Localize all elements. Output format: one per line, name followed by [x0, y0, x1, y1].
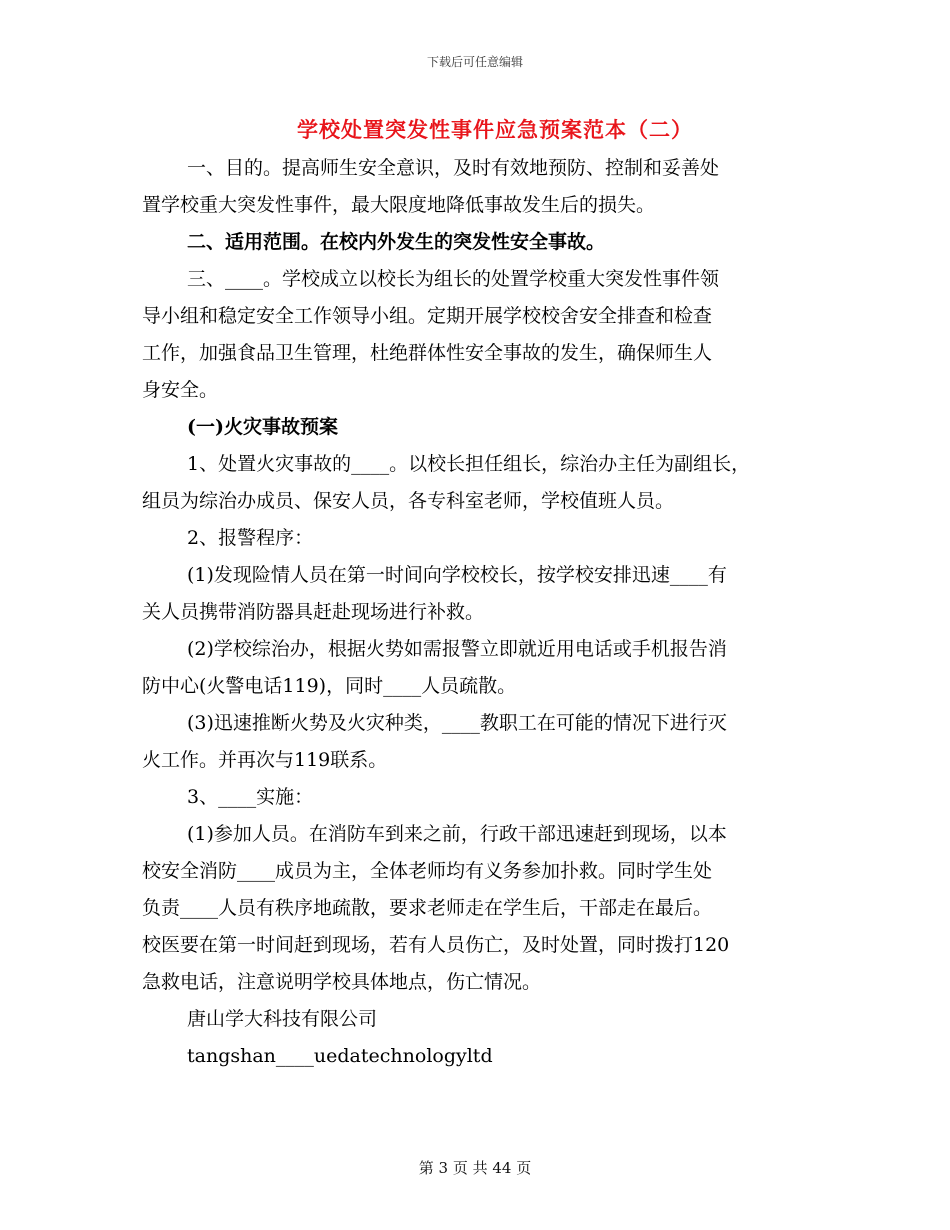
body-line: 防中心(火警电话119)，同时____人员疏散。 [142, 675, 517, 697]
body-line: 工作，加强食品卫生管理，杜绝群体性安全事故的发生，确保师生人 [142, 342, 713, 364]
section-heading: (一)火灾事故预案 [187, 416, 338, 438]
document-body [142, 150, 822, 1075]
body-line: 火工作。并再次与119联系。 [142, 749, 388, 771]
body-line: 三、____。学校成立以校长为组长的处置学校重大突发性事件领 [187, 268, 720, 290]
body-line: (3)迅速推断火势及火灾种类，____教职工在可能的情况下进行灭 [187, 712, 727, 734]
body-line: 关人员携带消防器具赶赴现场进行补救。 [142, 601, 485, 623]
body-line: 校医要在第一时间赶到现场，若有人员伤亡，及时处置，同时拨打120 [142, 934, 730, 956]
body-line: 二、适用范围。在校内外发生的突发性安全事故。 [187, 231, 606, 253]
page-number: 第 3 页 共 44 页 [418, 1159, 532, 1177]
body-line: 3、____实施： [187, 786, 314, 808]
company-name-en: tangshan____uedatechnologyltd [187, 1045, 493, 1067]
body-line: 导小组和稳定安全工作领导小组。定期开展学校校舍安全排查和检查 [142, 305, 713, 327]
document-title: 学校处置突发性事件应急预案范本（二） [297, 117, 693, 142]
body-line: 置学校重大突发性事件，最大限度地降低事故发生后的损失。 [142, 194, 656, 216]
body-line: (1)参加人员。在消防车到来之前，行政干部迅速赶到现场，以本 [187, 823, 727, 845]
body-line: 组员为综治办成员、保安人员，各专科室老师，学校值班人员。 [142, 490, 675, 512]
body-line: 负责____人员有秩序地疏散，要求老师走在学生后，干部走在最后。 [142, 897, 713, 919]
header-note: 下载后可任意编辑 [426, 55, 523, 69]
company-name: 唐山学大科技有限公司 [187, 1008, 378, 1030]
body-line: 校安全消防____成员为主，全体老师均有义务参加扑救。同时学生处 [142, 860, 713, 882]
body-line: 2、报警程序： [187, 527, 314, 549]
body-line: (2)学校综治办，根据火势如需报警立即就近用电话或手机报告消 [187, 638, 727, 660]
body-line: 急救电话，注意说明学校具体地点，伤亡情况。 [142, 971, 542, 993]
body-line: 身安全。 [142, 379, 219, 401]
body-line: (1)发现险情人员在第一时间向学校校长，按学校安排迅速____有 [187, 564, 727, 586]
body-line: 一、目的。提高师生安全意识，及时有效地预防、控制和妥善处 [187, 157, 720, 179]
body-line: 1、处置火灾事故的____。以校长担任组长，综治办主任为副组长， [187, 453, 751, 475]
